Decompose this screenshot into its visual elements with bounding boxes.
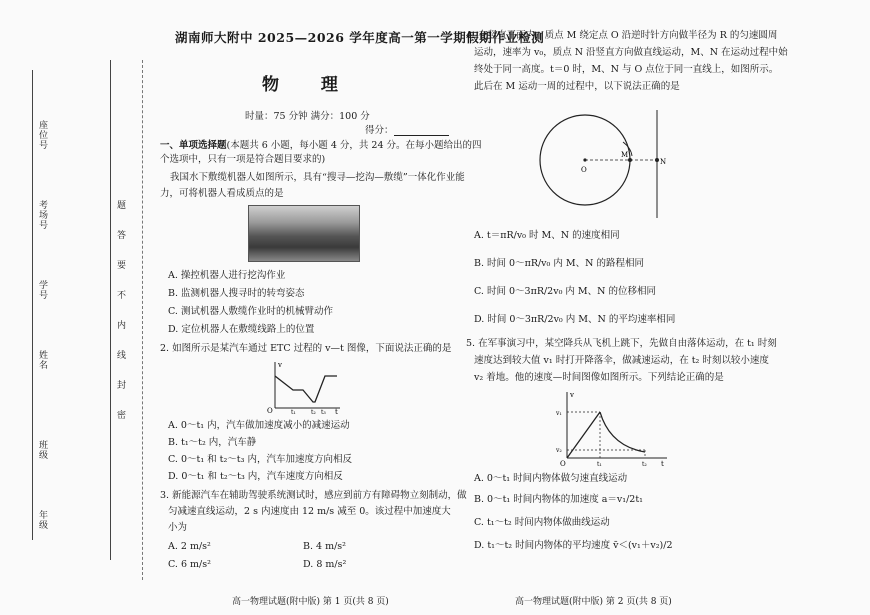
q2-vt-curve xyxy=(275,376,337,402)
label-room: 考场号 xyxy=(37,200,47,230)
q5-stem-1: 5. 在军事演习中，某空降兵从飞机上跳下，先做自由落体运动，在 t₁ 时刻 xyxy=(466,338,777,349)
q1-stem-1: 我国水下敷缆机器人如图所示，具有“搜寻—挖沟—敷缆”一体化作业能 xyxy=(170,172,465,183)
label-name: 姓名 xyxy=(37,350,47,370)
q3-stem-1: 3. 新能源汽车在辅助驾驶系统测试时，感应到前方有障碍物立刻制动，做 xyxy=(160,490,467,501)
q5-option-d: D. t₁～t₂ 时间内物体的平均速度 v̄＜(v₁＋v₂)/2 xyxy=(474,540,673,551)
footer-page-2: 高一物理试题(附中版) 第 2 页(共 8 页) xyxy=(515,597,672,607)
q5-v-label: v xyxy=(570,391,574,399)
q3-option-a: A. 2 m/s² xyxy=(168,541,211,552)
q4-option-a: A. t＝πR/v₀ 时 M、N 的速度相同 xyxy=(474,230,620,241)
label-seat: 座位号 xyxy=(37,120,47,150)
q2-t3-label: t₃ xyxy=(321,409,326,414)
binding-line xyxy=(32,70,33,540)
q5-option-c: C. t₁～t₂ 时间内物体做曲线运动 xyxy=(474,517,610,528)
q2-vt-graph xyxy=(265,358,345,414)
q5-t1-label: t₁ xyxy=(597,461,602,468)
q4-option-c: C. 时间 0～3πR/2v₀ 内 M、N 的位移相同 xyxy=(474,286,656,297)
q1-option-d: D. 定位机器人在敷缆线路上的位置 xyxy=(168,324,315,335)
q5-origin-label: O xyxy=(560,460,566,468)
q2-option-d: D. 0～t₁ 和 t₂～t₃ 内，汽车速度方向相反 xyxy=(168,471,343,482)
q4-stem-3: 终处于同一高度。t＝0 时，M、N 与 O 点位于同一直线上，如图所示。 xyxy=(474,64,779,75)
notice-2: 答 xyxy=(115,230,125,240)
q1-stem-2: 力，可将机器人看成质点的是 xyxy=(160,188,284,199)
section1-line1 xyxy=(160,140,482,152)
notice-5: 内 xyxy=(115,320,125,330)
q4-m-label: M xyxy=(621,151,629,159)
q2-option-a: A. 0～t₁ 内，汽车做加速度减小的减速运动 xyxy=(168,420,350,431)
q5-option-a: A. 0～t₁ 时间内物体做匀速直线运动 xyxy=(474,473,628,484)
q4-stem-2: 运动，速率为 v₀，质点 N 沿竖直方向做直线运动，M、N 在运动过程中始 xyxy=(474,47,788,58)
q5-decel-curve xyxy=(600,412,645,452)
label-id: 学号 xyxy=(37,280,47,300)
section1-desc-2: 个选项中，只有一项是符合题目要求的) xyxy=(160,154,326,165)
q2-t2-label: t₂ xyxy=(311,409,316,414)
q1-option-b: B. 监测机器人搜寻时的转弯姿态 xyxy=(168,288,305,299)
label-class: 班级 xyxy=(37,440,47,460)
q5-stem-3: v₂ 着地。他的速度—时间图像如图所示。下列结论正确的是 xyxy=(474,372,724,383)
section1-desc-1: (本题共 6 小题，每小题 4 分，共 24 分。在每小题给出的四 xyxy=(226,140,482,151)
robot-photo xyxy=(248,205,360,262)
exam-title: 湖南师大附中 2025—2026 学年度高一第一学期假期作业检测 xyxy=(175,30,545,45)
notice-7: 封 xyxy=(115,380,125,390)
q4-option-d: D. 时间 0～3πR/2v₀ 内 M、N 的平均速率相同 xyxy=(474,314,676,325)
footer-page-1: 高一物理试题(附中版) 第 1 页(共 8 页) xyxy=(232,597,389,607)
q5-option-b: B. 0～t₁ 时间内物体的加速度 a＝v₁/2t₁ xyxy=(474,494,643,505)
q4-circle-figure xyxy=(535,108,675,223)
q3-stem-3: 小为 xyxy=(168,522,188,533)
q4-stem-1: 4. 在竖直平面内，质点 M 绕定点 O 沿逆时针方向做半径为 R 的匀速圆周 xyxy=(466,30,778,41)
q2-option-c: C. 0～t₁ 和 t₂～t₃ 内，汽车加速度方向相反 xyxy=(168,454,352,465)
notice-8: 密 xyxy=(115,410,125,420)
q4-center-point xyxy=(583,158,586,161)
notice-6: 线 xyxy=(115,350,125,360)
q2-origin-label: O xyxy=(267,407,273,414)
section1-heading: 一、单项选择题 xyxy=(160,140,227,151)
q5-stem-2: 速度达到较大值 v₁ 时打开降落伞，做减速运动，在 t₂ 时刻以较小速度 xyxy=(474,355,769,366)
q5-vt-graph xyxy=(555,388,675,468)
q5-freefall-line xyxy=(567,412,600,458)
q1-option-c: C. 测试机器人敷缆作业时的机械臂动作 xyxy=(168,306,333,317)
score-blank[interactable] xyxy=(394,125,449,136)
q5-t-label: t xyxy=(661,460,664,468)
q3-stem-2: 匀减速直线运动，2 s 内速度由 12 m/s 减至 0。该过程中加速度大 xyxy=(168,506,451,517)
binding-line-2 xyxy=(110,60,111,560)
binding-dashed-line xyxy=(142,60,143,580)
subject-title: 物 理 xyxy=(262,75,356,95)
notice-3: 要 xyxy=(115,260,125,270)
label-grade: 年级 xyxy=(37,510,47,530)
q4-n-label: N xyxy=(660,158,667,166)
score-field[interactable] xyxy=(365,122,449,136)
q2-t1-label: t₁ xyxy=(291,409,296,414)
q2-option-b: B. t₁～t₂ 内，汽车静 xyxy=(168,437,257,448)
time-info: 时量：75 分钟 满分：100 分 xyxy=(245,111,370,122)
q4-option-b: B. 时间 0～πR/v₀ 内 M、N 的路程相同 xyxy=(474,258,644,269)
q3-option-d: D. 8 m/s² xyxy=(303,559,347,570)
binding-strip xyxy=(0,0,150,615)
q1-option-a: A. 操控机器人进行挖沟作业 xyxy=(168,270,286,281)
q3-option-c: C. 6 m/s² xyxy=(168,559,211,570)
q3-option-b: B. 4 m/s² xyxy=(303,541,346,552)
q2-t-label: t xyxy=(335,408,338,414)
q5-v1-label: v₁ xyxy=(556,410,562,417)
q2-v-label: v xyxy=(278,361,282,369)
q5-v2-label: v₂ xyxy=(556,447,562,454)
q5-t2-label: t₂ xyxy=(642,461,647,468)
q4-m-point xyxy=(628,158,632,162)
q4-stem-4: 此后在 M 运动一周的过程中，以下说法正确的是 xyxy=(474,81,680,92)
notice-1: 题 xyxy=(115,200,125,210)
q4-o-label: O xyxy=(581,166,587,174)
q2-stem: 2. 如图所示是某汽车通过 ETC 过程的 v—t 图像，下面说法正确的是 xyxy=(160,343,452,354)
notice-4: 不 xyxy=(115,290,125,300)
score-label: 得分： xyxy=(365,125,394,136)
